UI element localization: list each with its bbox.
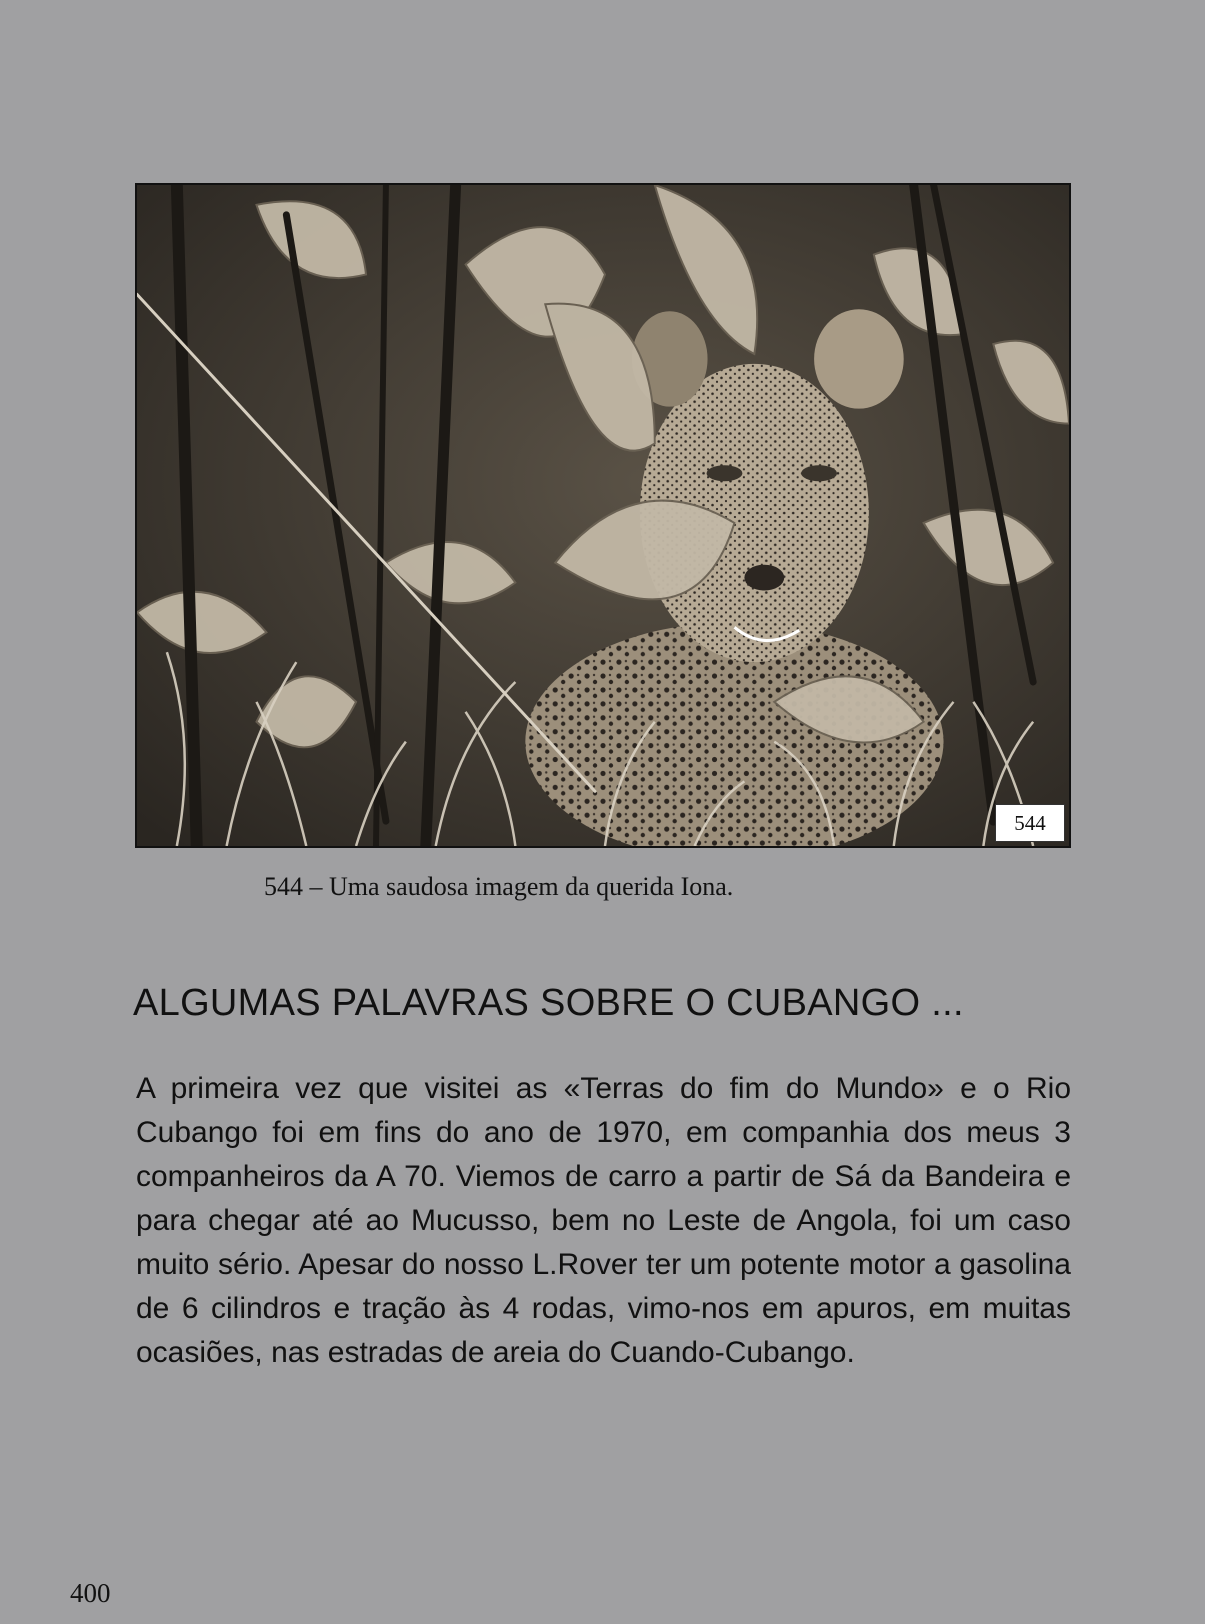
body-paragraph: A primeira vez que visitei as «Terras do fim do Mundo» e o Rio Cubango foi em fins do ano de 1970, em companhia dos meus 3 companheiros da A 70. Viemos de carro a partir de Sá da Bandeira e para chegar até ao Mucusso, bem no Leste de Angola, foi um caso muito sério. Apesar do nosso L.Rover ter um potente motor a gasolina de 6 cilindros e tração às 4 rodas, vimo-nos em apuros, em muitas ocasiões, nas estradas de areia do Cuando-Cubango. [136,1072,1071,1369]
section-heading: ALGUMAS PALAVRAS SOBRE O CUBANGO ... [133,982,964,1024]
leopard-in-foliage-image [137,185,1069,846]
page-number: 400 [70,1578,111,1608]
photo-number-badge: 544 [995,804,1065,842]
leopard-photo [135,183,1071,848]
photo-caption: 544 – Uma saudosa imagem da querida Iona. [264,872,734,901]
